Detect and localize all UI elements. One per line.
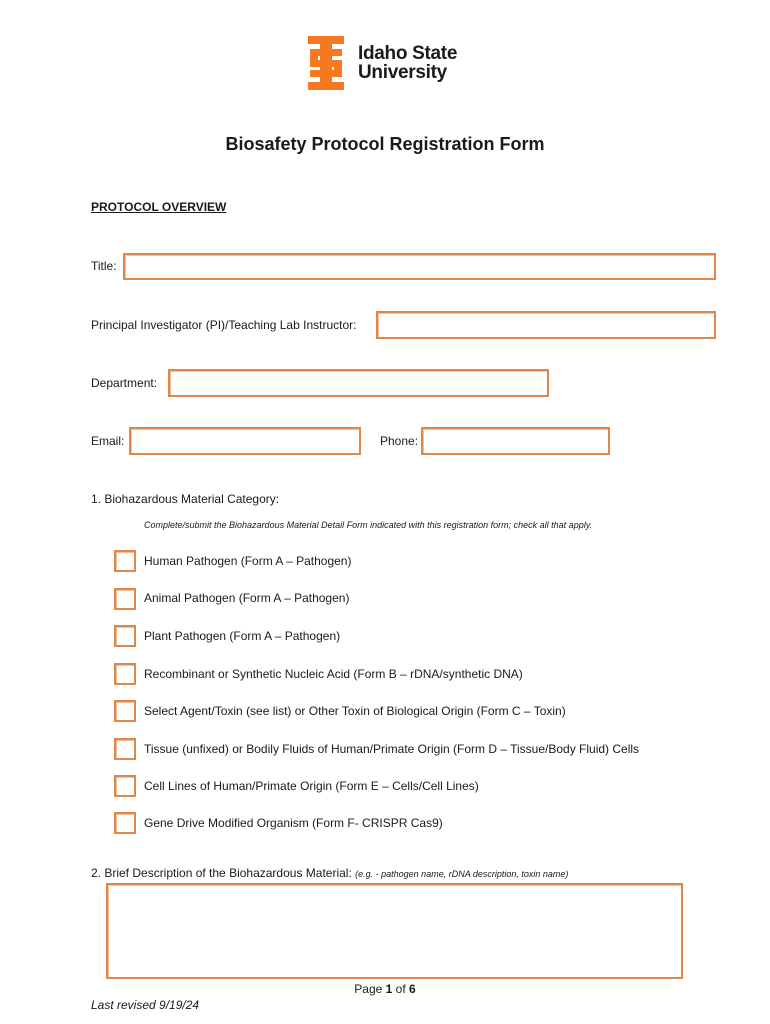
q1-instructions: Complete/submit the Biohazardous Material Detail Form indicated with this registration form; check all that apply. [144, 520, 593, 530]
option-select-agent-toxin: Select Agent/Toxin (see list) or Other Toxin of Biological Origin (Form C – Toxin) [144, 704, 566, 718]
page-current: 1 [385, 982, 393, 996]
q1-heading: 1. Biohazardous Material Category: [91, 492, 280, 506]
form-title: Biosafety Protocol Registration Form [225, 134, 545, 154]
university-name-line2: University [358, 62, 447, 83]
checkbox-human-pathogen[interactable] [114, 550, 136, 572]
option-gene-drive: Gene Drive Modified Organism (Form F- CRISPR Cas9) [144, 816, 443, 830]
option-animal-pathogen: Animal Pathogen (Form A – Pathogen) [144, 591, 350, 605]
email-label: Email: [91, 434, 125, 448]
checkbox-tissue-bodily-fluids[interactable] [114, 738, 136, 760]
title-field[interactable] [123, 253, 716, 280]
section-heading: PROTOCOL OVERVIEW [91, 200, 227, 214]
checkbox-animal-pathogen[interactable] [114, 588, 136, 610]
university-name [358, 44, 457, 82]
page-prefix: Page [354, 982, 383, 996]
phone-label: Phone: [380, 434, 419, 448]
checkbox-plant-pathogen[interactable] [114, 625, 136, 647]
q2-hint: (e.g. - pathogen name, rDNA description, toxin name) [355, 869, 569, 879]
last-revised: Last revised 9/19/24 [91, 998, 200, 1012]
page-number [0, 982, 770, 996]
option-cell-lines: Cell Lines of Human/Primate Origin (Form E – Cells/Cell Lines) [144, 779, 479, 793]
checkbox-select-agent-toxin[interactable] [114, 700, 136, 722]
q2-heading-row [91, 866, 568, 880]
department-label: Department: [91, 376, 158, 390]
option-plant-pathogen: Plant Pathogen (Form A – Pathogen) [144, 629, 341, 643]
option-human-pathogen: Human Pathogen (Form A – Pathogen) [144, 554, 352, 568]
department-field[interactable] [168, 369, 549, 397]
title-label: Title: [91, 259, 117, 273]
checkbox-cell-lines[interactable] [114, 775, 136, 797]
page-total: 6 [409, 982, 416, 996]
description-textarea[interactable] [106, 883, 683, 979]
q2-heading: 2. Brief Description of the Biohazardous Material: [91, 866, 352, 880]
checkbox-gene-drive[interactable] [114, 812, 136, 834]
isu-logo-icon [308, 36, 344, 90]
option-tissue-bodily-fluids: Tissue (unfixed) or Bodily Fluids of Human/Primate Origin (Form D – Tissue/Body Fluid) Cells [144, 742, 640, 756]
pi-label: Principal Investigator (PI)/Teaching Lab Instructor: [91, 318, 357, 332]
university-name-line1: Idaho State [358, 43, 458, 64]
option-recombinant-nucleic-acid: Recombinant or Synthetic Nucleic Acid (Form B – rDNA/synthetic DNA) [144, 667, 523, 681]
page-of: of [395, 982, 406, 996]
email-field[interactable] [129, 427, 361, 455]
checkbox-recombinant-nucleic-acid[interactable] [114, 663, 136, 685]
phone-field[interactable] [421, 427, 610, 455]
pi-field[interactable] [376, 311, 716, 339]
